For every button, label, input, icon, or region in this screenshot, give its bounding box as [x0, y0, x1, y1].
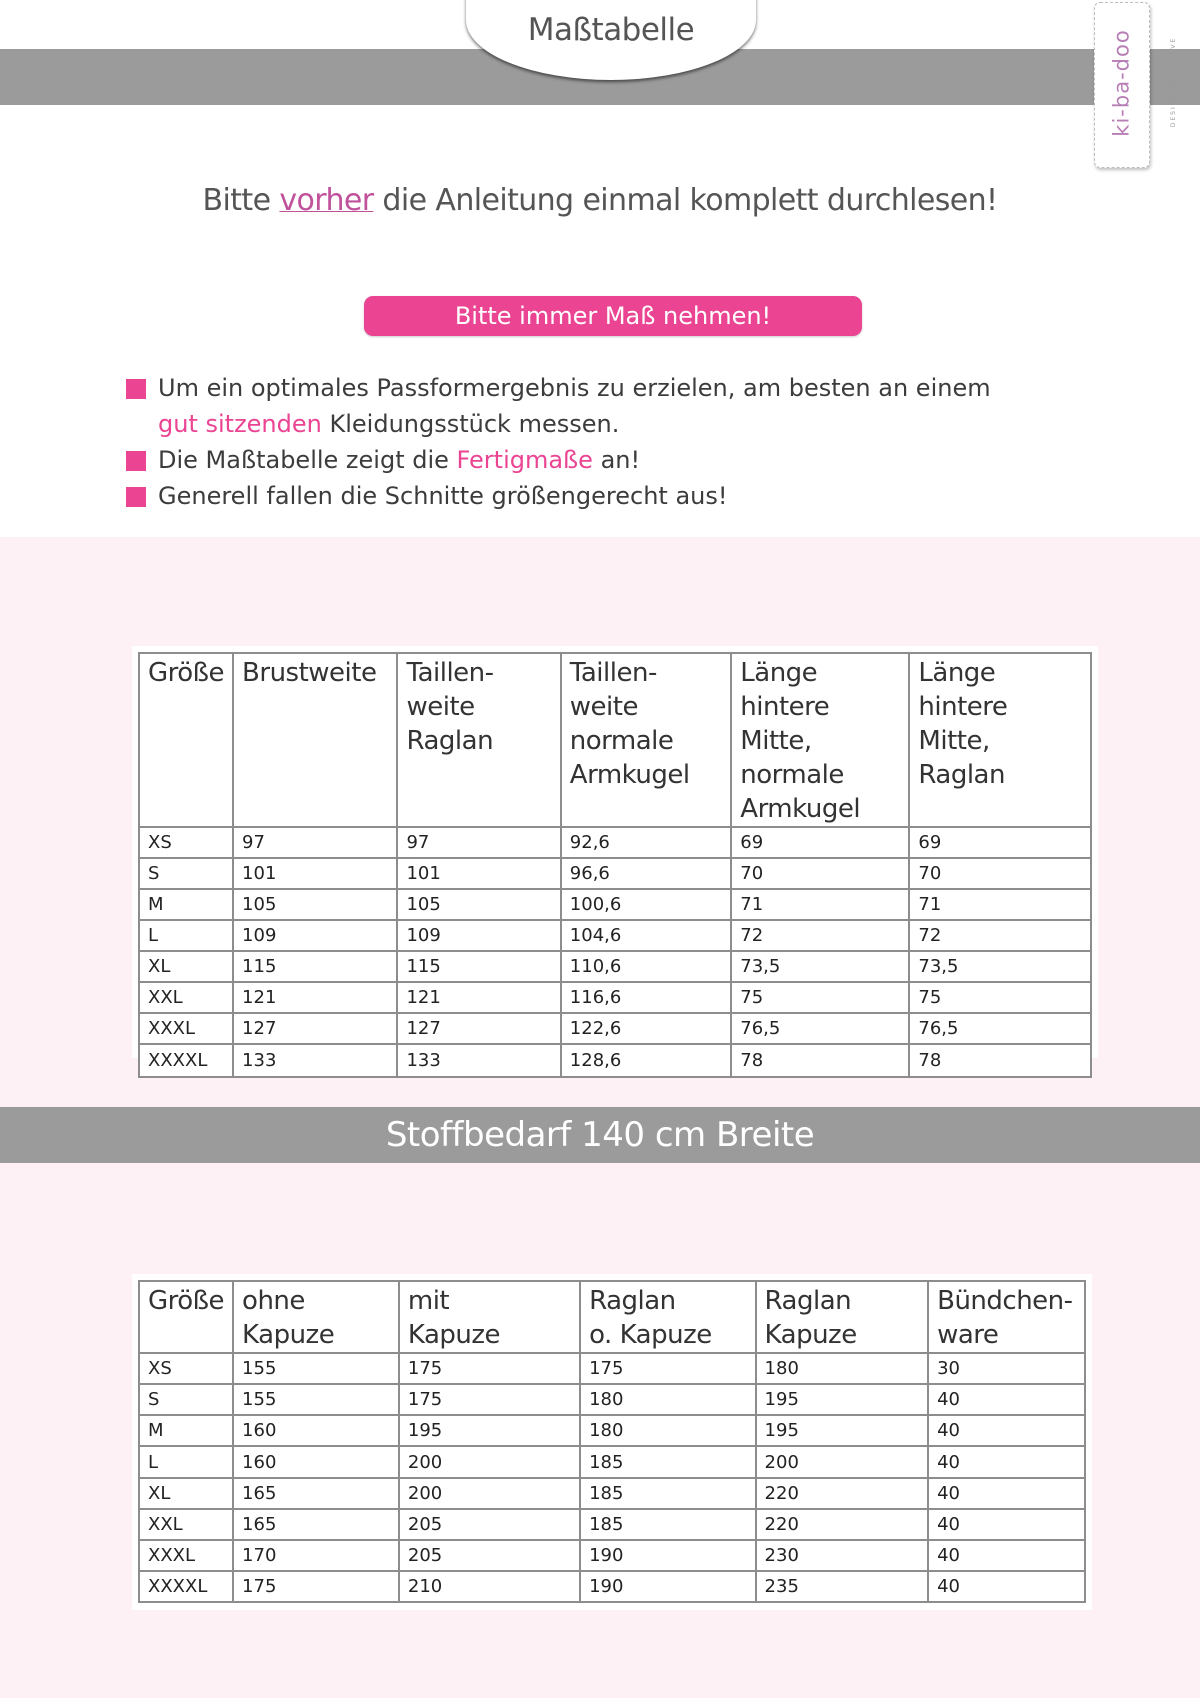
bullet-text: Generell fallen die Schnitte größengerecht aus! — [158, 482, 728, 510]
table-cell: 205 — [399, 1540, 580, 1571]
table-cell: XS — [139, 827, 233, 858]
table-cell: 70 — [909, 858, 1091, 889]
table-cell: 72 — [731, 920, 909, 951]
table-cell: 109 — [397, 920, 560, 951]
bullet-square-icon — [126, 379, 146, 399]
intro-text — [0, 183, 1200, 218]
table-cell: XXL — [139, 982, 233, 1013]
table-cell: 195 — [399, 1415, 580, 1446]
table-cell: 40 — [928, 1571, 1085, 1602]
table-cell: 210 — [399, 1571, 580, 1602]
table-cell: 185 — [580, 1478, 755, 1509]
bullet-text: an! — [592, 446, 641, 474]
table-cell: 200 — [399, 1478, 580, 1509]
table-cell: 185 — [580, 1509, 755, 1540]
table-cell: 155 — [233, 1353, 399, 1384]
table-cell: 121 — [233, 982, 397, 1013]
table-cell: 190 — [580, 1540, 755, 1571]
table-cell: 175 — [399, 1353, 580, 1384]
table-cell: 78 — [909, 1044, 1091, 1077]
table-cell: 73,5 — [731, 951, 909, 982]
table-row — [139, 951, 1091, 982]
table-row — [139, 1446, 1085, 1478]
size-table — [138, 652, 1092, 1078]
table-cell: 109 — [233, 920, 397, 951]
table-row — [139, 827, 1091, 858]
table-header-cell: Taillen- weite Raglan — [397, 653, 560, 827]
table-row — [139, 889, 1091, 920]
table-cell: 165 — [233, 1509, 399, 1540]
table-row — [139, 1013, 1091, 1044]
table-cell: 92,6 — [561, 827, 731, 858]
table-cell: 180 — [756, 1353, 929, 1384]
table-cell: L — [139, 1446, 233, 1478]
table-cell: 200 — [756, 1446, 929, 1478]
table-cell: XXXL — [139, 1540, 233, 1571]
page-title: Maßtabelle — [527, 12, 695, 48]
table-cell: 180 — [580, 1384, 755, 1415]
table-cell: 127 — [233, 1013, 397, 1044]
table-cell: 101 — [233, 858, 397, 889]
table-cell: 220 — [756, 1478, 929, 1509]
fabric-table — [138, 1280, 1086, 1603]
table-header-cell: mit Kapuze — [399, 1281, 580, 1353]
table-cell: 72 — [909, 920, 1091, 951]
table-cell: 40 — [928, 1384, 1085, 1415]
intro-before: Bitte — [202, 183, 280, 218]
table-cell: XXXXL — [139, 1044, 233, 1077]
table-row — [139, 858, 1091, 889]
table-cell: 175 — [580, 1353, 755, 1384]
table-header-cell: Taillen- weite normale Armkugel — [561, 653, 731, 827]
table-cell: 69 — [909, 827, 1091, 858]
table-header-cell: Raglan Kapuze — [756, 1281, 929, 1353]
table-cell: 127 — [397, 1013, 560, 1044]
table-cell: XL — [139, 1478, 233, 1509]
table-row — [139, 1384, 1085, 1415]
table-cell: 40 — [928, 1540, 1085, 1571]
table-cell: 190 — [580, 1571, 755, 1602]
table-cell: 97 — [397, 827, 560, 858]
table-cell: 116,6 — [561, 982, 731, 1013]
table-cell: XL — [139, 951, 233, 982]
bullet-text: Die Maßtabelle zeigt die — [158, 446, 457, 474]
table-cell: 205 — [399, 1509, 580, 1540]
table-cell: XS — [139, 1353, 233, 1384]
table-cell: 105 — [233, 889, 397, 920]
table-cell: 97 — [233, 827, 397, 858]
logo-tagline: DESIGN WITH LOVE — [1170, 36, 1177, 128]
table-cell: 40 — [928, 1478, 1085, 1509]
table-cell: 121 — [397, 982, 560, 1013]
table-cell: 40 — [928, 1415, 1085, 1446]
table-cell: 110,6 — [561, 951, 731, 982]
table-cell: 40 — [928, 1446, 1085, 1478]
table-cell: 96,6 — [561, 858, 731, 889]
table-row — [139, 1353, 1085, 1384]
bullet-text: Kleidungsstück messen. — [321, 410, 620, 438]
table-cell: 75 — [909, 982, 1091, 1013]
table-cell: M — [139, 889, 233, 920]
table-cell: 40 — [928, 1509, 1085, 1540]
brand-logo — [1094, 2, 1177, 168]
table-row — [139, 982, 1091, 1013]
table-header-cell: Raglan o. Kapuze — [580, 1281, 755, 1353]
table-cell: 133 — [233, 1044, 397, 1077]
bullet-item — [126, 478, 1026, 514]
table-cell: 73,5 — [909, 951, 1091, 982]
bullet-highlight: Fertigmaße — [456, 446, 593, 474]
bullet-item — [126, 442, 1026, 478]
table-header-cell: Bündchen- ware — [928, 1281, 1085, 1353]
table-cell: 180 — [580, 1415, 755, 1446]
table-cell: 71 — [909, 889, 1091, 920]
table-cell: 220 — [756, 1509, 929, 1540]
table-cell: 195 — [756, 1415, 929, 1446]
table-cell: S — [139, 1384, 233, 1415]
table-cell: 175 — [233, 1571, 399, 1602]
table-cell: 175 — [399, 1384, 580, 1415]
table-header-cell: Größe — [139, 1281, 233, 1353]
table-header-cell: Länge hintere Mitte, normale Armkugel — [731, 653, 909, 827]
table-cell: 185 — [580, 1446, 755, 1478]
table-cell: L — [139, 920, 233, 951]
table-cell: S — [139, 858, 233, 889]
notice-banner: Bitte immer Maß nehmen! — [364, 296, 862, 336]
table-cell: 104,6 — [561, 920, 731, 951]
table-cell: 76,5 — [731, 1013, 909, 1044]
intro-highlight: vorher — [279, 183, 374, 218]
table-cell: 160 — [233, 1415, 399, 1446]
bullet-square-icon — [126, 487, 146, 507]
table-cell: 115 — [397, 951, 560, 982]
table-cell: 155 — [233, 1384, 399, 1415]
bullet-item — [126, 370, 1026, 442]
table-row — [139, 1571, 1085, 1602]
table-cell: 69 — [731, 827, 909, 858]
table-cell: M — [139, 1415, 233, 1446]
table-row — [139, 1540, 1085, 1571]
table-cell: 100,6 — [561, 889, 731, 920]
table-header-row — [139, 653, 1091, 827]
table-cell: 101 — [397, 858, 560, 889]
table-cell: 115 — [233, 951, 397, 982]
table-cell: 195 — [756, 1384, 929, 1415]
table-cell: 76,5 — [909, 1013, 1091, 1044]
table-cell: 105 — [397, 889, 560, 920]
table-cell: XXL — [139, 1509, 233, 1540]
table-cell: 71 — [731, 889, 909, 920]
table-header-cell: Länge hintere Mitte, Raglan — [909, 653, 1091, 827]
fabric-section-title: Stoffbedarf 140 cm Breite — [0, 1107, 1200, 1163]
bullet-highlight: gut sitzenden — [158, 410, 322, 438]
table-cell: XXXXL — [139, 1571, 233, 1602]
table-cell: 235 — [756, 1571, 929, 1602]
table-cell: 165 — [233, 1478, 399, 1509]
table-cell: 160 — [233, 1446, 399, 1478]
logo-text: ki-ba-doo — [1109, 29, 1134, 137]
table-cell: 128,6 — [561, 1044, 731, 1077]
table-row — [139, 1044, 1091, 1077]
table-cell: 170 — [233, 1540, 399, 1571]
bullet-list — [126, 370, 1026, 514]
bullet-square-icon — [126, 451, 146, 471]
table-cell: 75 — [731, 982, 909, 1013]
table-cell: 133 — [397, 1044, 560, 1077]
table-header-cell: Größe — [139, 653, 233, 827]
table-row — [139, 1509, 1085, 1540]
table-header-cell: ohne Kapuze — [233, 1281, 399, 1353]
table-header-row — [139, 1281, 1085, 1353]
bullet-text: Um ein optimales Passformergebnis zu erzielen, am besten an einem — [158, 374, 991, 402]
table-cell: 122,6 — [561, 1013, 731, 1044]
table-cell: 70 — [731, 858, 909, 889]
table-cell: 200 — [399, 1446, 580, 1478]
table-row — [139, 1415, 1085, 1446]
table-row — [139, 920, 1091, 951]
table-header-cell: Brustweite — [233, 653, 397, 827]
table-cell: XXXL — [139, 1013, 233, 1044]
table-cell: 30 — [928, 1353, 1085, 1384]
table-cell: 78 — [731, 1044, 909, 1077]
intro-after: die Anleitung einmal komplett durchlesen! — [373, 183, 998, 218]
table-cell: 230 — [756, 1540, 929, 1571]
table-row — [139, 1478, 1085, 1509]
